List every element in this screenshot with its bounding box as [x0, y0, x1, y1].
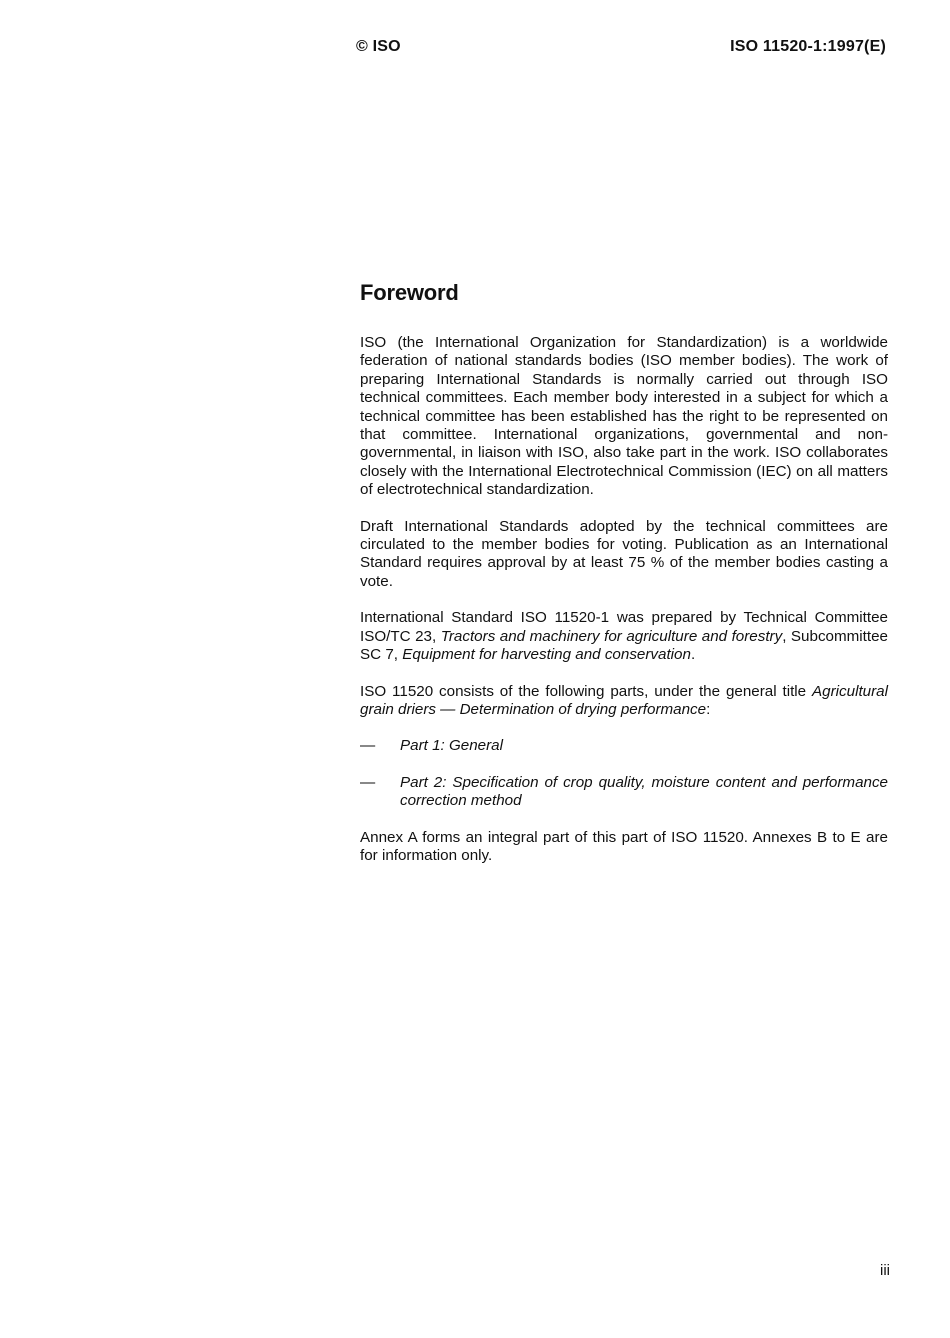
foreword-section — [360, 278, 888, 883]
page-number: iii — [880, 1262, 890, 1279]
header-document-id: ISO 11520-1:1997(E) — [730, 38, 886, 55]
committee-title: Tractors and machinery for agriculture and forestry — [440, 627, 783, 645]
preparation-text-3: . — [690, 646, 696, 664]
list-dash: — — [360, 773, 376, 791]
subcommittee-title: Equipment for harvesting and conservation — [402, 646, 691, 664]
list-dash: — — [360, 737, 376, 755]
paragraph-annexes: Annex A forms an integral part of this part of ISO 11520. Annexes B to E are for information only. — [360, 828, 888, 864]
general-title: Agricultural grain driers — Determination of drying performance — [360, 682, 888, 718]
preparation-text-1: International Standard ISO 11520-1 was prepared by Technical Committee ISO/TC 23, — [360, 609, 888, 645]
page-title: Foreword — [360, 280, 459, 305]
paragraph-preparation — [360, 609, 888, 664]
preparation-text-2: , Subcommittee SC 7, — [360, 627, 888, 664]
parts-intro-colon: : — [706, 700, 711, 718]
header-copyright: © ISO — [356, 38, 401, 55]
parts-intro-text: ISO 11520 consists of the following parts, under the general title — [360, 682, 813, 700]
list-item-text: Part 2: Specification of crop quality, moisture content and performance correction method — [400, 773, 888, 810]
paragraph-iso-intro: ISO (the International Organization for Standardization) is a worldwide federation of national standards bodies (ISO member bodies). The work of preparing International Standards is normally carried out through ISO technical committees. Each member body interested in a subject for which a technical committee has been established has the right to be represented on that committee. International organizations, governmental and non-governmental, in liaison with ISO, also take part in the work. ISO collaborates closely with the International Electrotechnical Commission (IEC) on all matters of electrotechnical standardization. — [360, 334, 888, 499]
list-item-part-2 — [360, 774, 888, 811]
paragraph-parts-intro — [360, 683, 888, 720]
list-item-part-1 — [360, 737, 888, 755]
paragraph-draft-standards: Draft International Standards adopted by the technical committees are circulated to the member bodies for voting. Publication as an International Standard requires approval by at least 75 % of the member bodies casting a vote. — [360, 517, 888, 590]
list-item-text: Part 1: General — [400, 737, 503, 755]
